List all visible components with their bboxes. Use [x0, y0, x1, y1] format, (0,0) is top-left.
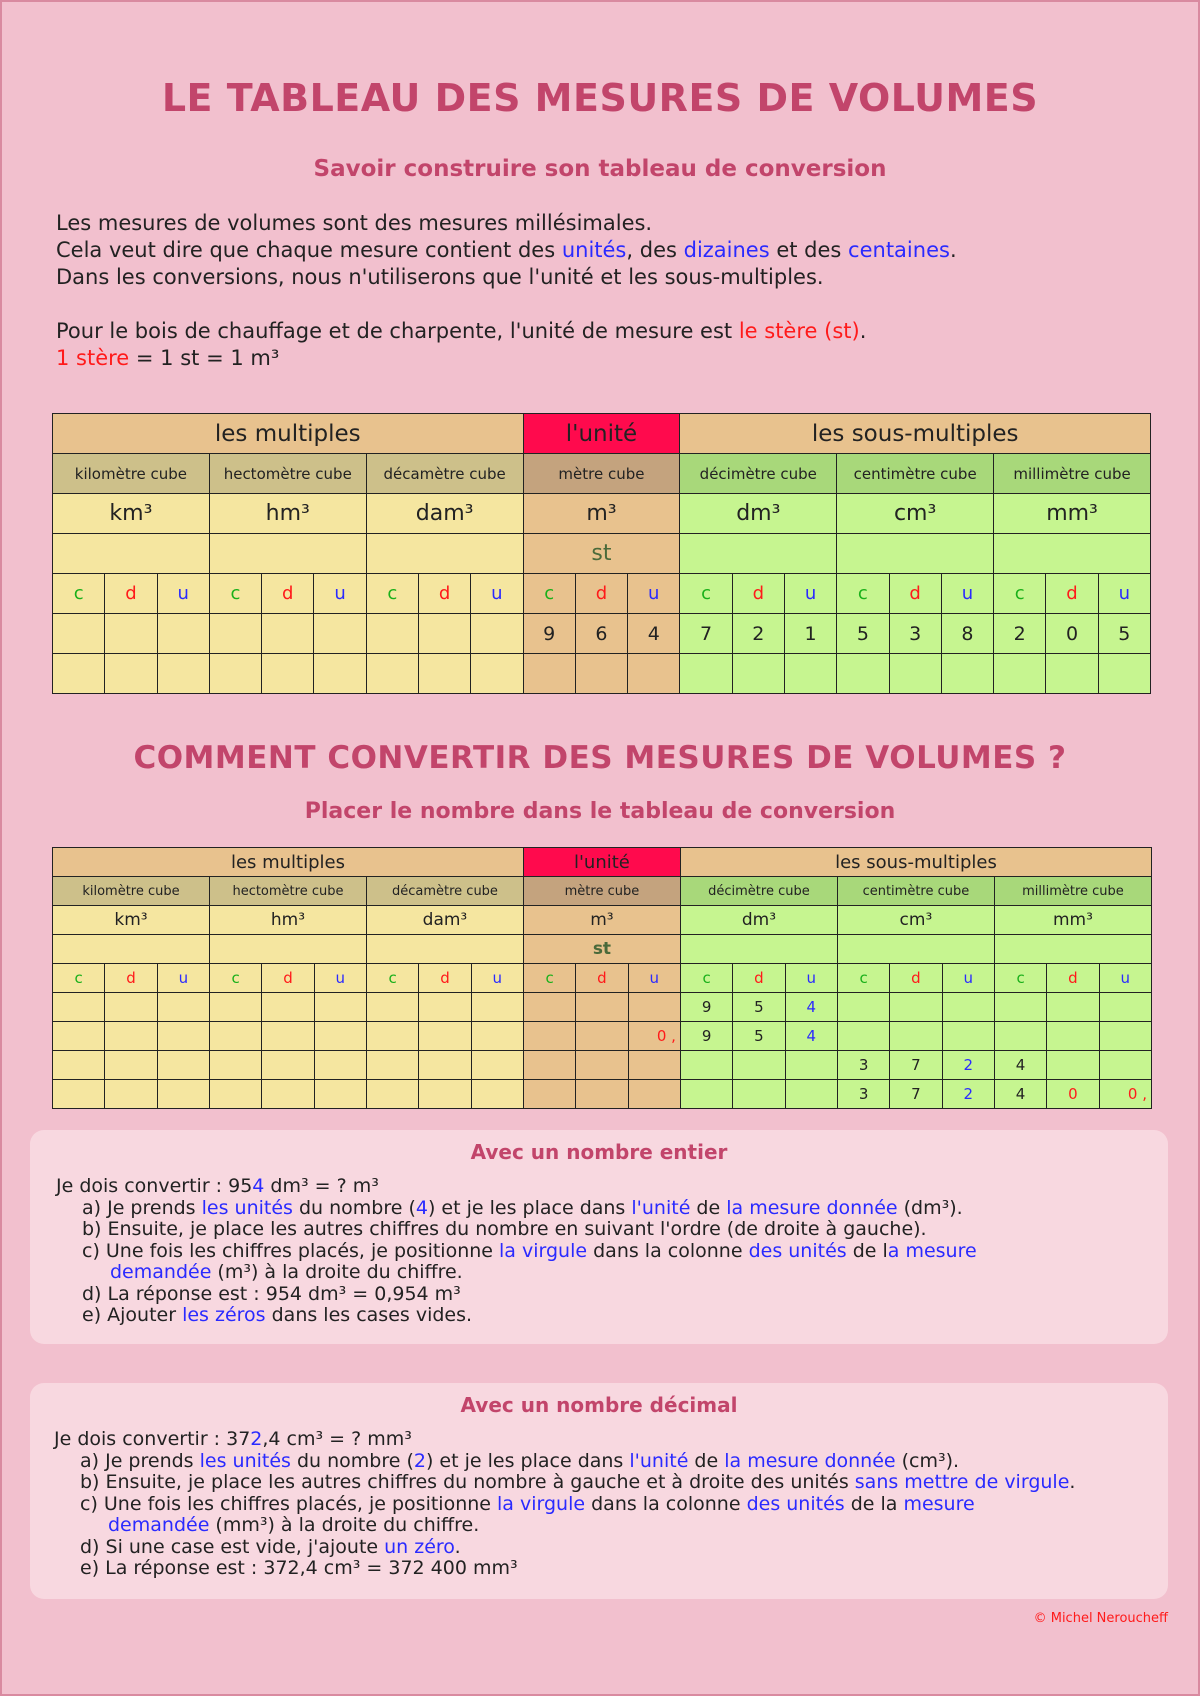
cdu-d: d	[575, 574, 627, 614]
digit-cell: 7	[680, 614, 732, 654]
unit-symbol: km³	[53, 494, 210, 534]
cdu-d: d	[732, 574, 784, 614]
digit-cell: 9	[680, 1022, 732, 1051]
digit-cell: 4	[994, 1051, 1046, 1080]
stere-symbol: st	[523, 534, 680, 574]
cdu-c: c	[366, 964, 418, 993]
cdu-d: d	[1046, 574, 1098, 614]
cdu-u: u	[471, 964, 523, 993]
cdu-d: d	[890, 964, 942, 993]
unit-symbol: dam³	[366, 906, 523, 935]
conversion-table-1	[52, 413, 1151, 694]
section-subtitle-2: Placer le nombre dans le tableau de conversion	[304, 799, 896, 824]
unit-name: hectomètre cube	[209, 454, 366, 494]
digit-cell: 1	[784, 614, 836, 654]
cdu-c: c	[523, 964, 575, 993]
cdu-c: c	[366, 574, 418, 614]
cdu-c: c	[680, 574, 732, 614]
cdu-c: c	[837, 574, 889, 614]
unit-name: hectomètre cube	[209, 877, 366, 906]
cdu-row	[53, 964, 1152, 993]
cdu-d: d	[262, 574, 314, 614]
cdu-c: c	[523, 574, 575, 614]
digit-cell: 2	[942, 1051, 994, 1080]
example-row-1	[53, 993, 1152, 1022]
cdu-c: c	[53, 964, 105, 993]
empty-cell	[994, 534, 1151, 574]
group-unit: l'unité	[523, 848, 680, 877]
digits-row	[53, 614, 1151, 654]
digit-cell: 5	[837, 614, 889, 654]
section-subtitle: Savoir construire son tableau de conversion	[313, 156, 887, 182]
cdu-c: c	[994, 574, 1046, 614]
cdu-u: u	[157, 964, 209, 993]
empty-cell	[837, 534, 994, 574]
cdu-u: u	[471, 574, 523, 614]
cdu-u: u	[941, 574, 993, 614]
unit-symbol: dm³	[680, 906, 837, 935]
section-title-2: COMMENT CONVERTIR DES MESURES DE VOLUMES ?	[133, 740, 1067, 776]
group-sub-multiples: les sous-multiples	[680, 848, 1151, 877]
empty-cell	[366, 534, 523, 574]
cdu-u: u	[784, 574, 836, 614]
empty-cell	[209, 534, 366, 574]
empty-cell	[994, 935, 1151, 964]
cdu-d: d	[889, 574, 941, 614]
intro-text: Les mesures de volumes sont des mesures millésimales. Cela veut dire que chaque mesure contient des unités, des dizaines et des centaines. Dans les conversions, nous n'utiliserons que l'unité et les sous-multiples. Pour le bois de chauffage et de charpente, l'unité de mesure est le stère (st). 1 stère = 1 st = 1 m³	[56, 211, 957, 370]
unit-symbol: dm³	[680, 494, 837, 534]
cdu-u: u	[314, 574, 366, 614]
unit-name: centimètre cube	[837, 877, 994, 906]
zero-cell: 0	[1047, 1080, 1099, 1109]
digit-cell: 0	[1046, 614, 1098, 654]
unit-name: décimètre cube	[680, 877, 837, 906]
unit-symbol: hm³	[209, 906, 366, 935]
example-row-4	[53, 1080, 1152, 1109]
digit-cell: 5	[733, 993, 785, 1022]
digit-cell: 6	[575, 614, 627, 654]
group-multiples: les multiples	[53, 848, 524, 877]
unit-name: mètre cube	[523, 877, 680, 906]
group-sub-multiples: les sous-multiples	[680, 414, 1151, 454]
cdu-u: u	[157, 574, 209, 614]
conversion-table-2	[52, 847, 1152, 1109]
cdu-row	[53, 574, 1151, 614]
empty-cell	[837, 935, 994, 964]
example-box-integer	[30, 1130, 1168, 1344]
digit-cell: 7	[890, 1051, 942, 1080]
cdu-c: c	[209, 574, 261, 614]
box-title: Avec un nombre décimal	[460, 1393, 738, 1417]
digit-cell: 5	[733, 1022, 785, 1051]
digit-cell: 3	[837, 1051, 889, 1080]
unit-symbol: cm³	[837, 906, 994, 935]
copyright: © Michel Neroucheff	[1033, 1611, 1168, 1626]
cdu-u: u	[1098, 574, 1150, 614]
unit-symbol: cm³	[837, 494, 994, 534]
unit-name: décamètre cube	[366, 877, 523, 906]
box-body: Je dois convertir : 954 dm³ = ? m³ a) Je prends les unités du nombre (4) et je les place dans l'unité de la mesure donnée (dm³). b) Ensuite, je place les autres chiffres du nombre en suivant l'ordre (de droite à gauche). c) Une fois les chiffres placés, je positionne la virgule dans la colonne des unités de la mesure demandée (m³) à la droite du chiffre. d) La réponse est : 954 dm³ = 0,954 m³ e) Ajouter les zéros dans les cases vides.	[56, 1175, 977, 1326]
cdu-u: u	[942, 964, 994, 993]
cdu-d: d	[105, 964, 157, 993]
group-unit: l'unité	[523, 414, 680, 454]
unit-symbol: dam³	[366, 494, 523, 534]
digit-cell: 4	[994, 1080, 1046, 1109]
zero-comma-cell: 0 ,	[1099, 1080, 1151, 1109]
cdu-c: c	[53, 574, 105, 614]
unit-symbol: hm³	[209, 494, 366, 534]
cdu-c: c	[837, 964, 889, 993]
unit-name: kilomètre cube	[53, 454, 210, 494]
cdu-c: c	[680, 964, 732, 993]
unit-name: millimètre cube	[994, 877, 1151, 906]
unit-symbol: km³	[53, 906, 210, 935]
unit-symbol: mm³	[994, 494, 1151, 534]
digit-cell: 4	[785, 1022, 837, 1051]
cdu-u: u	[314, 964, 366, 993]
cdu-u: u	[628, 574, 680, 614]
digit-cell: 8	[941, 614, 993, 654]
example-row-2	[53, 1022, 1152, 1051]
cdu-d: d	[105, 574, 157, 614]
stere-symbol: st	[523, 935, 680, 964]
empty-cell	[680, 935, 837, 964]
unit-symbol: m³	[523, 906, 680, 935]
digit-cell: 7	[890, 1080, 942, 1109]
digit-cell: 9	[523, 614, 575, 654]
box-body: Je dois convertir : 372,4 cm³ = ? mm³ a) Je prends les unités du nombre (2) et je les place dans l'unité de la mesure donnée (cm³). b) Ensuite, je place les autres chiffres du nombre à gauche et à droite des unités sans mettre de virgule. c) Une fois les chiffres placés, je positionne la virgule dans la colonne des unités de la mesure demandée (mm³) à la droite du chiffre. d) Si une case est vide, j'ajoute un zéro. e) La réponse est : 372,4 cm³ = 372 400 mm³	[54, 1428, 1076, 1579]
empty-cell	[53, 935, 210, 964]
example-box-decimal	[30, 1383, 1168, 1599]
digit-cell: 9	[680, 993, 732, 1022]
unit-symbol: mm³	[994, 906, 1151, 935]
empty-cell	[209, 935, 366, 964]
unit-name: centimètre cube	[837, 454, 994, 494]
digit-cell: 2	[942, 1080, 994, 1109]
cdu-d: d	[418, 574, 470, 614]
zero-comma-cell: 0 ,	[628, 1022, 680, 1051]
unit-name: décimètre cube	[680, 454, 837, 494]
unit-symbol: m³	[523, 494, 680, 534]
box-title: Avec un nombre entier	[470, 1140, 728, 1164]
cdu-d: d	[1047, 964, 1099, 993]
empty-cell	[53, 534, 210, 574]
unit-name: décamètre cube	[366, 454, 523, 494]
cdu-c: c	[209, 964, 261, 993]
cdu-u: u	[628, 964, 680, 993]
digit-cell: 4	[785, 993, 837, 1022]
unit-name: kilomètre cube	[53, 877, 210, 906]
group-multiples: les multiples	[53, 414, 524, 454]
empty-cell	[680, 534, 837, 574]
unit-name: mètre cube	[523, 454, 680, 494]
digit-cell: 2	[994, 614, 1046, 654]
cdu-u: u	[1099, 964, 1151, 993]
example-row-3	[53, 1051, 1152, 1080]
empty-row	[53, 654, 1151, 694]
cdu-c: c	[994, 964, 1046, 993]
digit-cell: 2	[732, 614, 784, 654]
digit-cell: 5	[1098, 614, 1150, 654]
page-title: LE TABLEAU DES MESURES DE VOLUMES	[161, 76, 1039, 120]
cdu-d: d	[262, 964, 314, 993]
empty-cell	[366, 935, 523, 964]
digit-cell: 4	[628, 614, 680, 654]
unit-name: millimètre cube	[994, 454, 1151, 494]
cdu-d: d	[576, 964, 628, 993]
cdu-u: u	[785, 964, 837, 993]
cdu-d: d	[733, 964, 785, 993]
digit-cell: 3	[889, 614, 941, 654]
cdu-d: d	[419, 964, 471, 993]
digit-cell: 3	[837, 1080, 889, 1109]
